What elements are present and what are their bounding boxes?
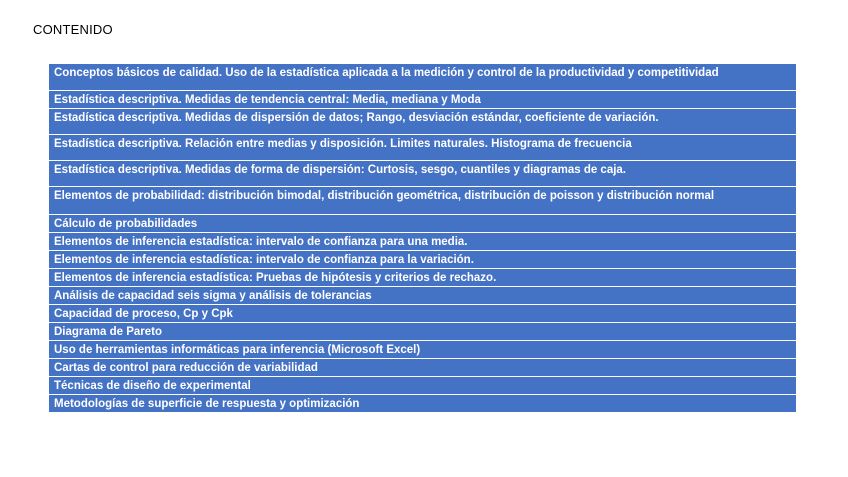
table-row: Elementos de probabilidad: distribución bimodal, distribución geométrica, distribución de poisson y distribución normal	[49, 187, 796, 215]
table-row: Elementos de inferencia estadística: intervalo de confianza para la variación.	[49, 251, 796, 269]
page-title: CONTENIDO	[33, 22, 113, 37]
table-row: Elementos de inferencia estadística: Pruebas de hipótesis y criterios de rechazo.	[49, 269, 796, 287]
table-row: Estadística descriptiva. Medidas de dispersión de datos; Rango, desviación estándar, coeficiente de variación.	[49, 109, 796, 135]
table-row: Estadística descriptiva. Medidas de tendencia central: Media, mediana y Moda	[49, 91, 796, 109]
table-row: Conceptos básicos de calidad. Uso de la estadística aplicada a la medición y control de la productividad y competitividad	[49, 64, 796, 91]
table-row: Cálculo de probabilidades	[49, 215, 796, 233]
table-row: Uso de herramientas informáticas para inferencia (Microsoft Excel)	[49, 341, 796, 359]
table-row: Análisis de capacidad seis sigma y análisis de tolerancias	[49, 287, 796, 305]
table-row: Técnicas de diseño de experimental	[49, 377, 796, 395]
table-row: Metodologías de superficie de respuesta y optimización	[49, 395, 796, 413]
content-table	[49, 64, 796, 413]
table-row: Diagrama de Pareto	[49, 323, 796, 341]
table-row: Estadística descriptiva. Medidas de forma de dispersión: Curtosis, sesgo, cuantiles y diagramas de caja.	[49, 161, 796, 187]
table-row: Cartas de control para reducción de variabilidad	[49, 359, 796, 377]
table-row: Capacidad de proceso, Cp y Cpk	[49, 305, 796, 323]
table-row: Estadística descriptiva. Relación entre medias y disposición. Limites naturales. Histograma de frecuencia	[49, 135, 796, 161]
table-row: Elementos de inferencia estadística: intervalo de confianza para una media.	[49, 233, 796, 251]
